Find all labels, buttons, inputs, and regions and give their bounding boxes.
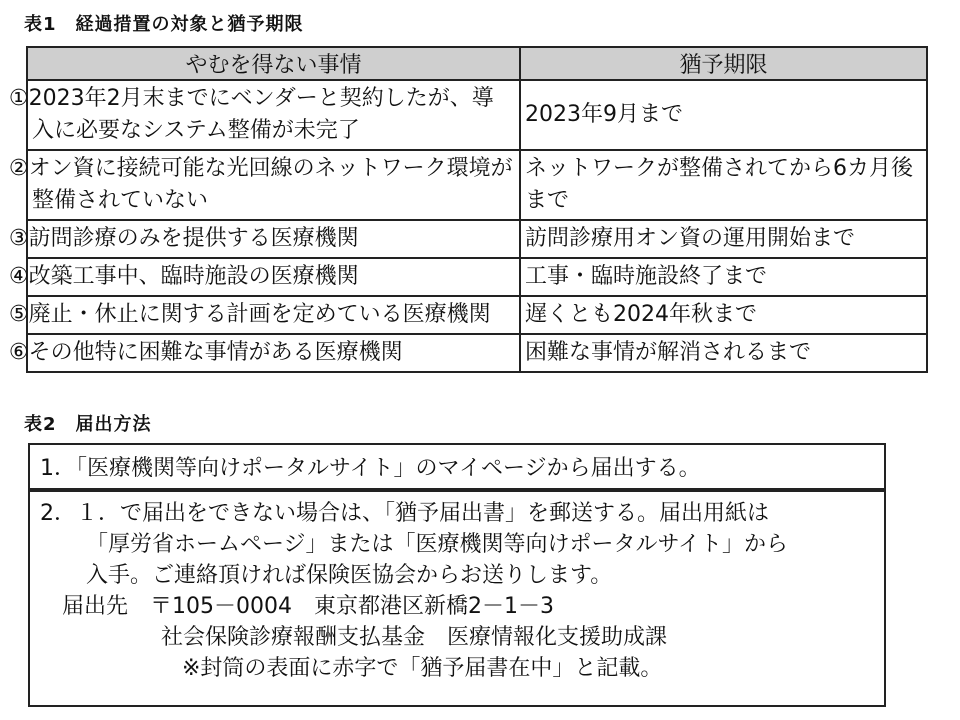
deadline-cell: ネットワークが整備されてから6カ月後まで bbox=[520, 150, 927, 220]
submission-address: 届出先 〒105－0004 東京都港区新橋2－1－3 bbox=[62, 594, 554, 619]
method-item-2-line: 「厚労省ホームページ」または「医療機関等向けポータルサイト」から bbox=[86, 532, 789, 557]
method-item-2-line: 2．１．で届出をできない場合は、「猶予届出書」を郵送する。届出用紙は bbox=[40, 501, 769, 526]
reason-cell: ②オン資に接続可能な光回線のネットワーク環境が整備されていない bbox=[27, 150, 520, 220]
reason-cell: ①2023年2月末までにベンダーと契約したが、導入に必要なシステム整備が未完了 bbox=[27, 80, 520, 150]
table-row bbox=[27, 150, 927, 220]
table1-caption: 表1 経過措置の対象と猶予期限 bbox=[24, 14, 304, 35]
reason-cell: ⑥その他特に困難な事情がある医療機関 bbox=[27, 334, 520, 372]
method-item-1 bbox=[28, 443, 886, 490]
method-item-1-text: 1．「医療機関等向けポータルサイト」のマイページから届出する。 bbox=[40, 456, 701, 481]
table-row bbox=[27, 80, 927, 150]
header-deadline: 猶予期限 bbox=[520, 47, 927, 80]
reason-cell: ③訪問診療のみを提供する医療機関 bbox=[27, 220, 520, 258]
deadline-cell: 遅くとも2024年秋まで bbox=[520, 296, 927, 334]
grace-period-table bbox=[8, 46, 928, 373]
deadline-cell: 2023年9月まで bbox=[520, 80, 927, 150]
submission-recipient: 社会保険診療報酬支払基金 医療情報化支援助成課 bbox=[161, 625, 668, 650]
deadline-cell: 訪問診療用オン資の運用開始まで bbox=[520, 220, 927, 258]
deadline-cell: 困難な事情が解消されるまで bbox=[520, 334, 927, 372]
table2-caption: 表2 届出方法 bbox=[24, 414, 152, 435]
envelope-note: ※封筒の表面に赤字で「猶予届書在中」と記載。 bbox=[182, 656, 663, 681]
table-row bbox=[27, 296, 927, 334]
reason-cell: ⑤廃止・休止に関する計画を定めている医療機関 bbox=[27, 296, 520, 334]
table-row bbox=[27, 220, 927, 258]
table-row bbox=[27, 258, 927, 296]
method-item-2 bbox=[28, 490, 886, 707]
deadline-cell: 工事・臨時施設終了まで bbox=[520, 258, 927, 296]
header-reason: やむを得ない事情 bbox=[27, 47, 520, 80]
method-item-2-line: 入手。ご連絡頂ければ保険医協会からお送りします。 bbox=[86, 563, 613, 588]
table-header-row bbox=[27, 47, 927, 80]
table-row bbox=[27, 334, 927, 372]
reason-cell: ④改築工事中、臨時施設の医療機関 bbox=[27, 258, 520, 296]
